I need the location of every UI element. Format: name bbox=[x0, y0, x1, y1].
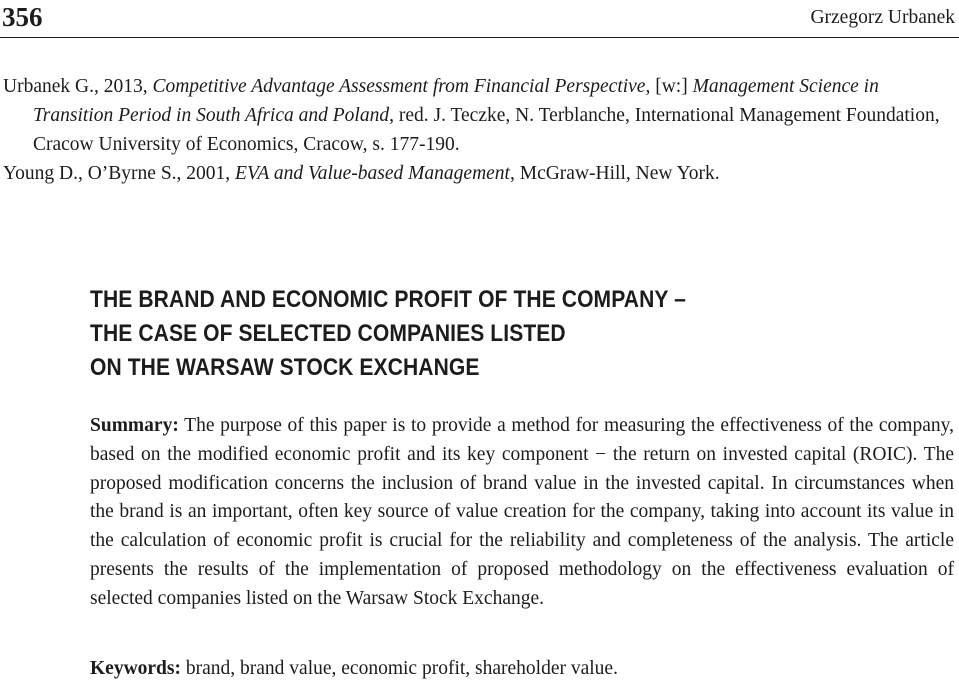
reference-connector: , [w:] bbox=[645, 76, 693, 97]
paper-title-line-2: THE CASE OF SELECTED COMPANIES LISTED bbox=[90, 320, 566, 347]
reference-title: EVA and Value-based Management bbox=[235, 163, 510, 184]
reference-book-title: Management Science in Transition Period in South Africa and Poland bbox=[33, 76, 879, 126]
summary-paragraph bbox=[90, 412, 954, 614]
reference-authors: Urbanek G., 2013, bbox=[3, 76, 153, 97]
reference-title: Competitive Advantage Assessment from Financial Perspective bbox=[152, 76, 646, 97]
reference-entry bbox=[3, 159, 953, 188]
paper-title-line-1: THE BRAND AND ECONOMIC PROFIT OF THE COMPANY – bbox=[90, 286, 686, 313]
reference-authors: Young D., O’Byrne S., 2001, bbox=[3, 163, 236, 184]
keywords-text: brand, brand value, economic profit, shareholder value. bbox=[181, 658, 618, 679]
reference-details: , McGraw-Hill, New York. bbox=[509, 163, 720, 184]
page-number: 356 bbox=[2, 2, 43, 32]
header-rule bbox=[0, 37, 959, 38]
reference-details: , red. J. Teczke, N. Terblanche, International Management Foundation, Cracow University of Economics, Cracow, s. 177-190. bbox=[33, 105, 940, 155]
paper-title bbox=[90, 283, 795, 385]
keywords-paragraph bbox=[90, 655, 954, 683]
running-header-author: Grzegorz Urbanek bbox=[810, 7, 955, 28]
summary-label: Summary: bbox=[90, 415, 179, 436]
reference-entry bbox=[3, 72, 953, 159]
keywords-label: Keywords: bbox=[90, 658, 181, 679]
summary-text: The purpose of this paper is to provide a method for measuring the effectiveness of the company, based on the modified economic profit and its key component − the return on invested capital (ROIC). The proposed modification concerns the inclusion of brand value in the invested capital. In circumstances when the brand is an important, often key source of value creation for the company, taking into account its value in the calculation of economic profit is crucial for the reliability and completeness of the analysis. The article presents the results of the implementation of proposed methodology on the effectiveness evaluation of selected companies listed on the Warsaw Stock Exchange. bbox=[90, 415, 954, 609]
page-header bbox=[0, 0, 959, 36]
references-list bbox=[3, 72, 953, 188]
paper-title-line-3: ON THE WARSAW STOCK EXCHANGE bbox=[90, 354, 480, 381]
